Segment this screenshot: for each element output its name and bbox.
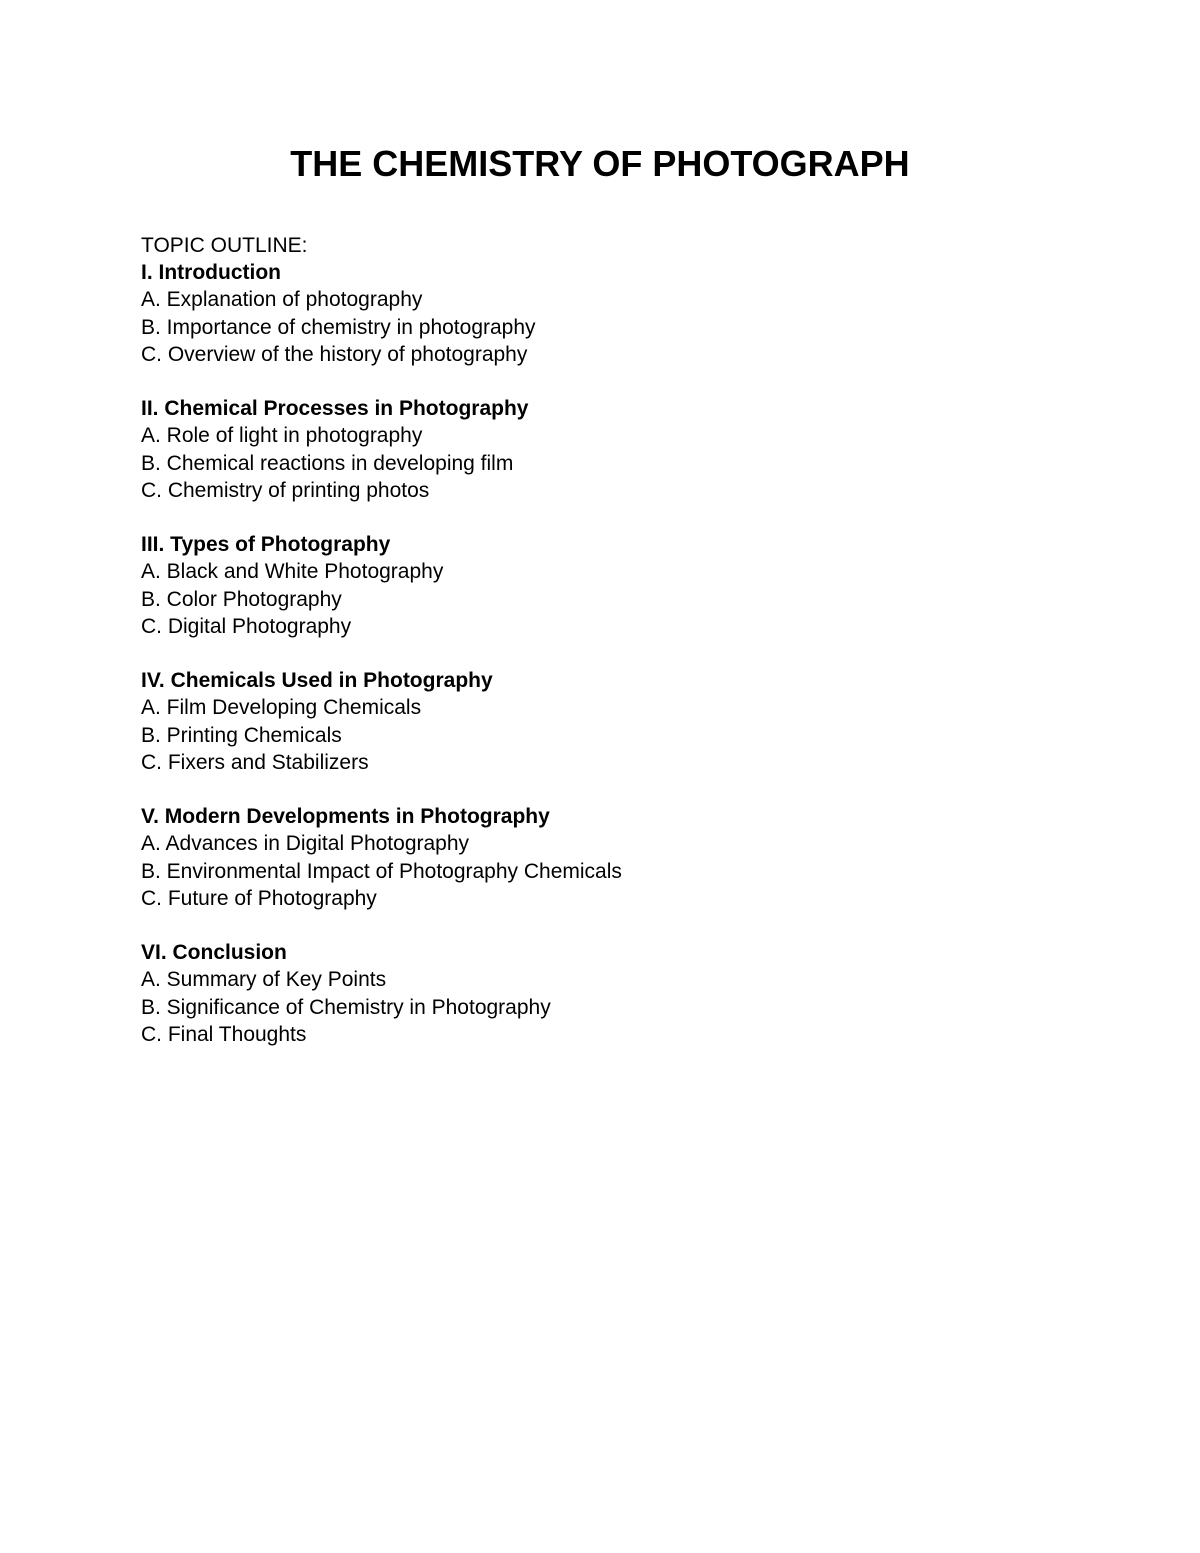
- outline-item: C. Final Thoughts: [141, 1022, 307, 1046]
- outline-item: A. Film Developing Chemicals: [141, 696, 422, 720]
- outline-section-1: [141, 259, 1041, 368]
- outline-section-3: [141, 531, 1041, 640]
- section-heading: VI. Conclusion: [141, 941, 287, 965]
- outline-section-5: [141, 803, 1041, 912]
- outline-section-6: [141, 939, 1041, 1048]
- section-heading: IV. Chemicals Used in Photography: [141, 669, 493, 693]
- outline-item: B. Importance of chemistry in photography: [141, 315, 536, 339]
- outline-item: B. Significance of Chemistry in Photography: [141, 995, 551, 1019]
- outline-item: C. Chemistry of printing photos: [141, 478, 430, 502]
- outline-item: C. Future of Photography: [141, 886, 377, 910]
- section-items: [141, 830, 1041, 912]
- outline-section-4: [141, 667, 1041, 776]
- section-heading: I. Introduction: [141, 261, 281, 285]
- section-items: [141, 286, 1041, 368]
- outline-item: A. Role of light in photography: [141, 424, 423, 448]
- page-title: THE CHEMISTRY OF PHOTOGRAPH: [290, 143, 910, 184]
- outline-item: A. Summary of Key Points: [141, 968, 387, 992]
- outline-item: B. Printing Chemicals: [141, 723, 342, 747]
- outline-item: A. Advances in Digital Photography: [141, 832, 470, 856]
- outline-item: B. Chemical reactions in developing film: [141, 451, 514, 475]
- outline-item: B. Color Photography: [141, 587, 342, 611]
- outline-item: A. Explanation of photography: [141, 288, 423, 312]
- outline-item: C. Digital Photography: [141, 614, 352, 638]
- outline-label: TOPIC OUTLINE:: [141, 234, 308, 257]
- section-heading: III. Types of Photography: [141, 533, 391, 557]
- outline-item: B. Environmental Impact of Photography Chemicals: [141, 859, 622, 883]
- section-items: [141, 966, 1041, 1048]
- outline-item: C. Fixers and Stabilizers: [141, 750, 369, 774]
- section-items: [141, 558, 1041, 640]
- outline-section-2: [141, 395, 1041, 504]
- outline-item: A. Black and White Photography: [141, 560, 444, 584]
- section-items: [141, 422, 1041, 504]
- outline-item: C. Overview of the history of photography: [141, 342, 528, 366]
- section-heading: V. Modern Developments in Photography: [141, 805, 550, 829]
- section-heading: II. Chemical Processes in Photography: [141, 397, 529, 421]
- topic-outline: [141, 232, 1041, 1075]
- section-items: [141, 694, 1041, 776]
